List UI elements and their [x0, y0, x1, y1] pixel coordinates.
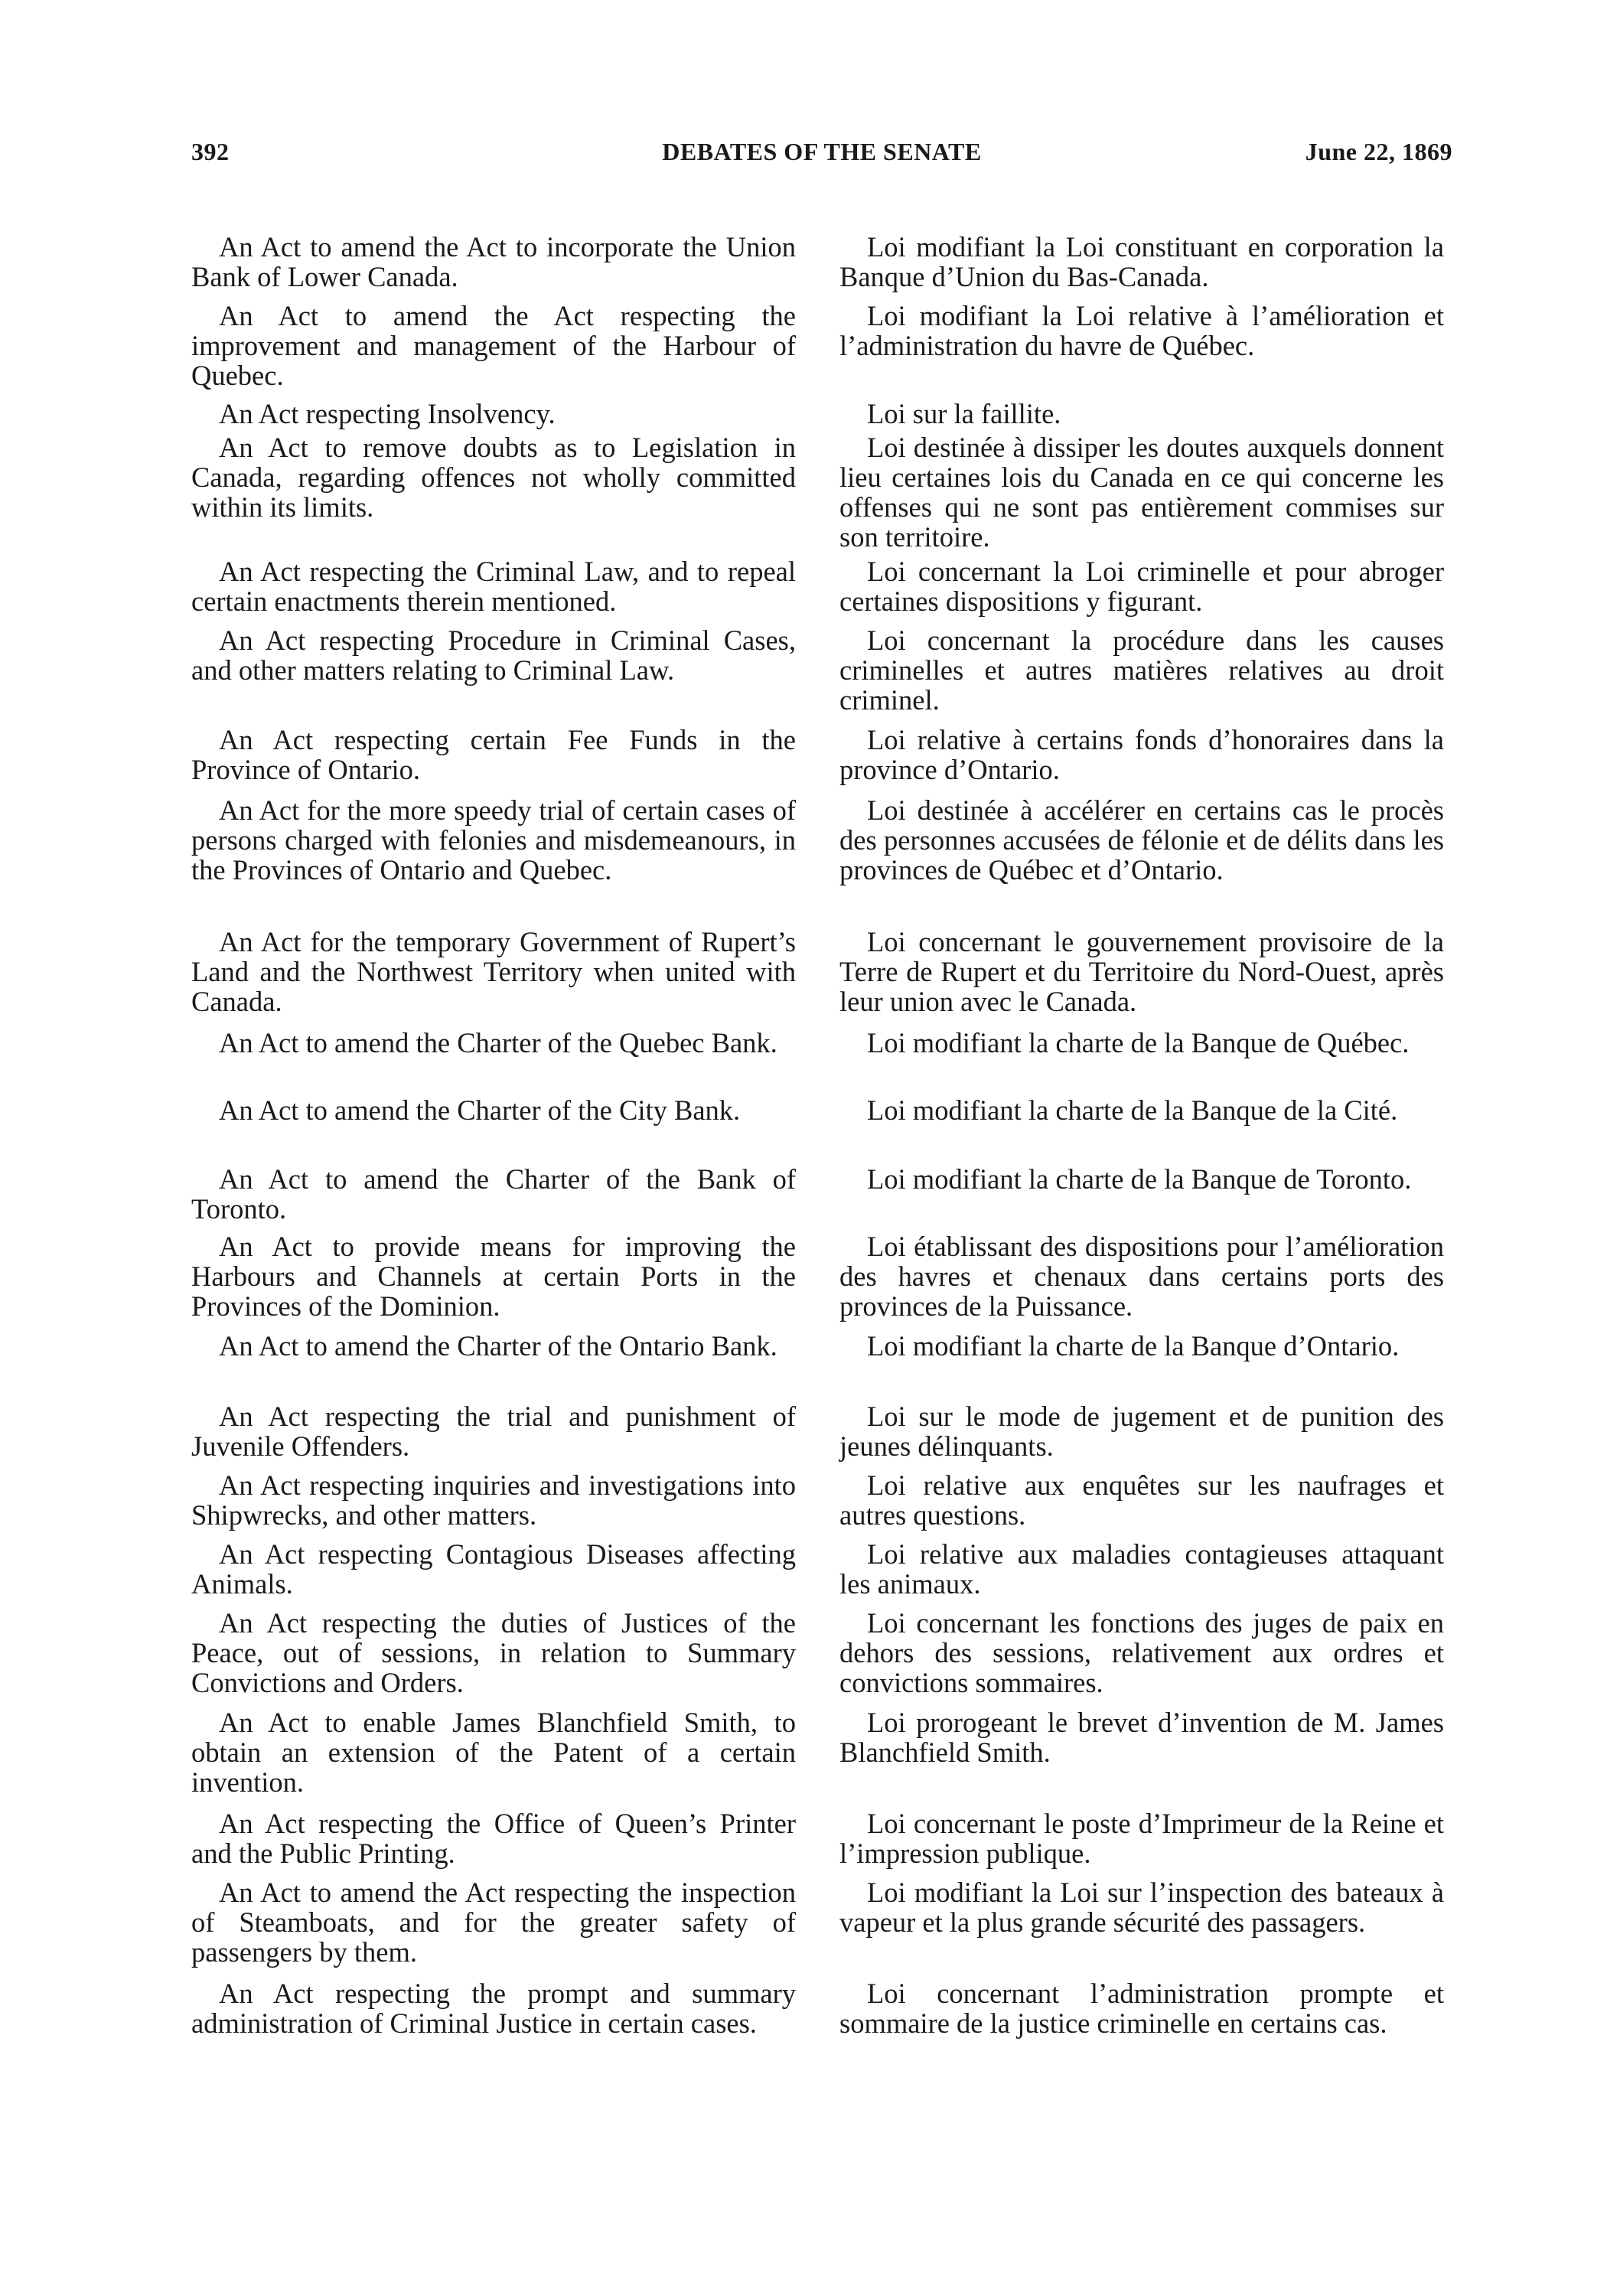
french-entry: Loi modifiant la Loi constituant en corporation la Banque d’Union du Bas-Canada. [839, 230, 1444, 292]
french-entry: Loi modifiant la charte de la Banque de Québec. [867, 1026, 1410, 1058]
english-entry: An Act respecting inquiries and investigations into Shipwrecks, and other matters. [191, 1469, 796, 1531]
english-entry: An Act respecting the duties of Justices of the Peace, out of sessions, in relation to Summary Convictions and Orders. [191, 1606, 796, 1698]
english-entry: An Act to provide means for improving the Harbours and Channels at certain Ports in the Provinces of the Dominion. [191, 1230, 796, 1322]
english-entry: An Act to remove doubts as to Legislation in Canada, regarding offences not wholly committed within its limits. [191, 431, 796, 523]
french-entry: Loi concernant le poste d’Imprimeur de la Reine et l’impression publique. [839, 1807, 1444, 1869]
english-entry: An Act for the temporary Government of Rupert’s Land and the Northwest Territory when united with Canada. [191, 925, 796, 1017]
english-entry: An Act to amend the Charter of the Quebec Bank. [219, 1026, 777, 1058]
english-entry: An Act to amend the Charter of the Bank of Toronto. [191, 1163, 796, 1225]
french-entry: Loi établissant des dispositions pour l’amélioration des havres et chenaux dans certains ports des provinces de la Puissance. [839, 1230, 1444, 1322]
english-entry: An Act respecting the Criminal Law, and to repeal certain enactments therein mentioned. [191, 555, 796, 617]
english-entry: An Act respecting the trial and punishment of Juvenile Offenders. [191, 1400, 796, 1462]
french-entry: Loi concernant les fonctions des juges de paix en dehors des sessions, relativement aux ordres et convictions sommaires. [839, 1606, 1444, 1698]
english-entry: An Act respecting the prompt and summary administration of Criminal Justice in certain cases. [191, 1977, 796, 2039]
french-entry: Loi concernant la procédure dans les causes criminelles et autres matières relatives au droit criminel. [839, 624, 1444, 716]
french-entry: Loi modifiant la Loi sur l’inspection des bateaux à vapeur et la plus grande sécurité des passagers. [839, 1876, 1444, 1938]
english-entry: An Act to amend the Act respecting the improvement and management of the Harbour of Quebec. [191, 299, 796, 391]
french-entry: Loi concernant l’administration prompte et sommaire de la justice criminelle en certains cas. [839, 1977, 1444, 2039]
french-entry: Loi modifiant la charte de la Banque de la Cité. [867, 1094, 1398, 1126]
english-entry: An Act respecting Procedure in Criminal Cases, and other matters relating to Criminal Law. [191, 624, 796, 686]
french-entry: Loi modifiant la charte de la Banque de Toronto. [867, 1163, 1412, 1195]
french-entry: Loi relative à certains fonds d’honoraires dans la province d’Ontario. [839, 723, 1444, 785]
french-entry: Loi sur la faillite. [867, 397, 1061, 429]
english-entry: An Act to amend the Act to incorporate the Union Bank of Lower Canada. [191, 230, 796, 292]
french-entry: Loi concernant le gouvernement provisoire de la Terre de Rupert et du Territoire du Nord-Ouest, après leur union avec le Canada. [839, 925, 1444, 1017]
english-entry: An Act to enable James Blanchfield Smith, to obtain an extension of the Patent of a certain invention. [191, 1706, 796, 1798]
french-entry: Loi relative aux maladies contagieuses attaquant les animaux. [839, 1538, 1444, 1600]
french-entry: Loi concernant la Loi criminelle et pour abroger certaines dispositions y figurant. [839, 555, 1444, 617]
english-entry: An Act to amend the Charter of the City Bank. [219, 1094, 741, 1126]
french-entry: Loi modifiant la charte de la Banque d’Ontario. [867, 1329, 1400, 1362]
french-entry: Loi destinée à accélérer en certains cas le procès des personnes accusées de félonie et de délits dans les provinces de Québec et d’Ontario. [839, 794, 1444, 885]
french-entry: Loi prorogeant le brevet d’invention de M. James Blanchfield Smith. [839, 1706, 1444, 1768]
english-entry: An Act for the more speedy trial of certain cases of persons charged with felonies and misdemeanours, in the Provinces of Ontario and Quebec. [191, 794, 796, 885]
english-entry: An Act to amend the Charter of the Ontario Bank. [219, 1329, 777, 1362]
english-entry: An Act respecting certain Fee Funds in the Province of Ontario. [191, 723, 796, 785]
english-entry: An Act respecting Contagious Diseases affecting Animals. [191, 1538, 796, 1600]
english-entry: An Act respecting the Office of Queen’s Printer and the Public Printing. [191, 1807, 796, 1869]
french-entry: Loi sur le mode de jugement et de punition des jeunes délinquants. [839, 1400, 1444, 1462]
english-entry: An Act to amend the Act respecting the inspection of Steamboats, and for the greater safety of passengers by them. [191, 1876, 796, 1968]
page-title: DEBATES OF THE SENATE [662, 138, 982, 165]
page-date: June 22, 1869 [1305, 138, 1452, 165]
page-header [191, 138, 1452, 171]
french-entry: Loi destinée à dissiper les doutes auxquels donnent lieu certaines lois du Canada en ce qui concerne les offenses qui ne sont pas entièrement commises sur son territoire. [839, 431, 1444, 553]
page-number: 392 [191, 138, 230, 165]
french-entry: Loi relative aux enquêtes sur les naufrages et autres questions. [839, 1469, 1444, 1531]
french-entry: Loi modifiant la Loi relative à l’amélioration et l’administration du havre de Québec. [839, 299, 1444, 361]
english-entry: An Act respecting Insolvency. [219, 397, 556, 429]
